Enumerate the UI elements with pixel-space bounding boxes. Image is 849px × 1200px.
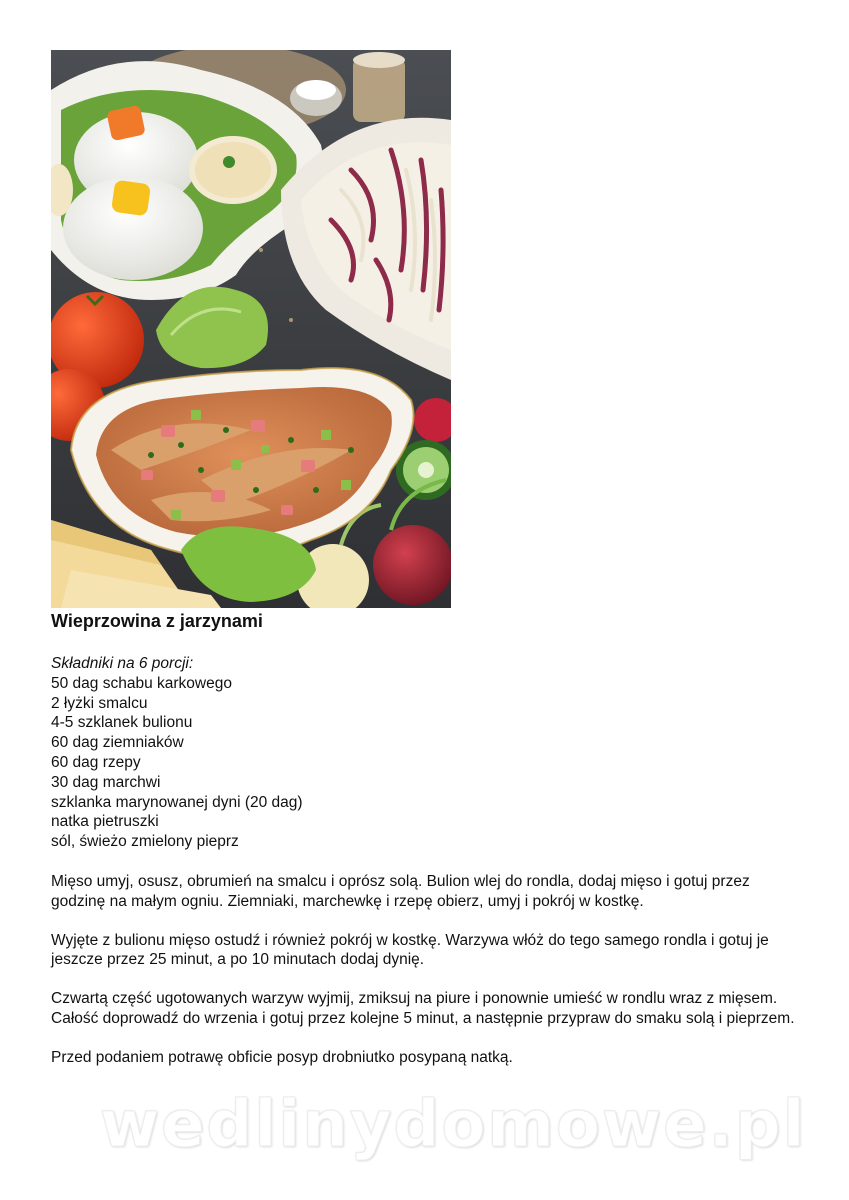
ingredient-item: natka pietruszki bbox=[51, 813, 159, 831]
preparation-step: Przed podaniem potrawę obficie posyp drobniutko posypaną natką. bbox=[51, 1048, 513, 1066]
ingredient-item: 60 dag ziemniaków bbox=[51, 734, 184, 752]
preparation-section bbox=[51, 872, 796, 1087]
ingredient-item: 4-5 szklanek bulionu bbox=[51, 714, 193, 732]
ingredients-section bbox=[51, 654, 791, 852]
ingredient-item: sól, świeżo zmielony pieprz bbox=[51, 833, 239, 851]
preparation-step: Czwartą część ugotowanych warzyw wyjmij, zmiksuj na piure i ponownie umieść w rondlu wraz z mięsem. Całość doprowadź do wrzenia i gotuj przez kolejne 5 minut, a następnie przypraw do smaku solą i pieprzem. bbox=[51, 990, 795, 1027]
ingredient-item: szklanka marynowanej dyni (20 dag) bbox=[51, 793, 303, 811]
preparation-step: Wyjęte z bulionu mięso ostudź i również pokrój w kostkę. Warzywa włóż do tego samego rondla i gotuj je jeszcze przez 25 minut, a po 10 minutach dodaj dynię. bbox=[51, 931, 769, 969]
ingredient-item: 30 dag marchwi bbox=[51, 773, 161, 791]
preparation-step: Mięso umyj, osusz, obrumień na smalcu i oprósz solą. Bulion wlej do rondla, dodaj mięso i gotuj przez godzinę na małym ogniu. Ziemniaki, marchewkę i rzepę obierz, umyj i pokrój w kostkę. bbox=[51, 873, 750, 910]
ingredients-list bbox=[51, 674, 791, 852]
ingredient-item: 50 dag schabu karkowego bbox=[51, 674, 232, 692]
ingredient-item: 60 dag rzepy bbox=[51, 753, 141, 771]
watermark: wedlinydomowe.pl bbox=[100, 1088, 807, 1162]
ingredients-header: Składniki na 6 porcji: bbox=[51, 655, 194, 672]
recipe-photo bbox=[51, 50, 451, 608]
recipe-title: Wieprzowina z jarzynami bbox=[51, 611, 263, 631]
ingredient-item: 2 łyżki smalcu bbox=[51, 694, 148, 712]
